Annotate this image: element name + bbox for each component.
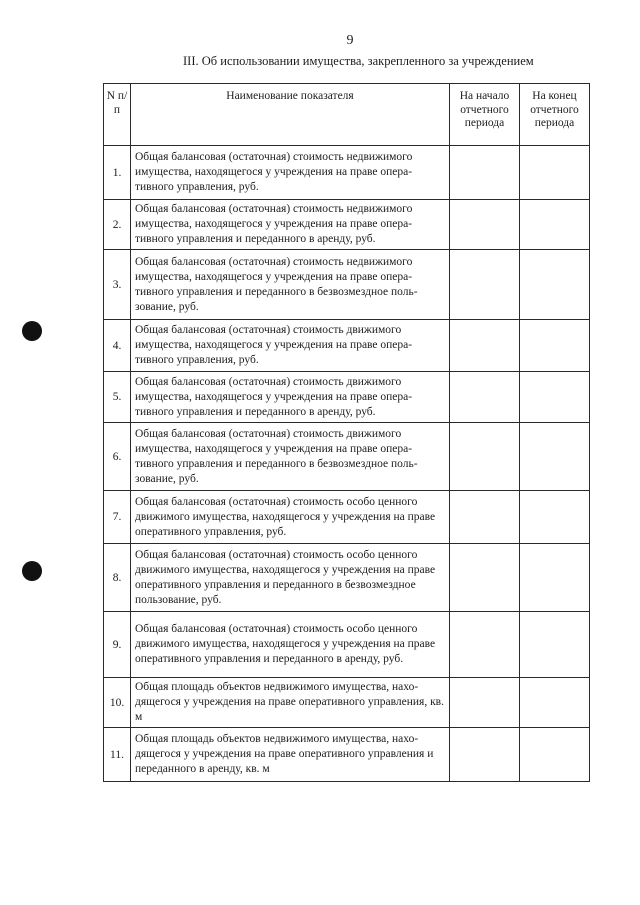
value-period-end[interactable] — [520, 544, 590, 612]
table-row — [104, 320, 590, 372]
table-row — [104, 146, 590, 200]
value-period-end[interactable] — [520, 678, 590, 728]
binder-hole — [22, 561, 42, 581]
indicator-name: Общая балансовая (остаточная) стоимость движимого имущества, находящегося у учреждения на праве оперативного управления, руб. — [131, 320, 450, 372]
value-period-start[interactable] — [450, 544, 520, 612]
binder-hole — [22, 321, 42, 341]
value-period-start[interactable] — [450, 423, 520, 491]
value-period-end[interactable] — [520, 372, 590, 423]
row-number: 2. — [104, 200, 131, 250]
value-period-start[interactable] — [450, 728, 520, 782]
indicator-name: Общая балансовая (остаточная) стоимость движимого имущества, находящегося у учреждения на праве оперативного управления и переданного в аренду, руб. — [131, 372, 450, 423]
table-header-row — [104, 84, 590, 146]
header-period-start: На начало отчетного периода — [450, 84, 520, 146]
indicator-name: Общая балансовая (остаточная) стоимость движимого имущества, находящегося у учреждения на праве оперативного управления и переданного в безвозмездное пользование, руб. — [131, 423, 450, 491]
indicator-name: Общая площадь объектов недвижимого имущества, находящегося у учреждения на праве оперативного управления и переданного в аренду, кв. м — [131, 728, 450, 782]
value-period-start[interactable] — [450, 146, 520, 200]
table-row — [104, 678, 590, 728]
value-period-end[interactable] — [520, 320, 590, 372]
row-number: 5. — [104, 372, 131, 423]
value-period-start[interactable] — [450, 250, 520, 320]
row-number: 7. — [104, 491, 131, 544]
value-period-end[interactable] — [520, 146, 590, 200]
value-period-start[interactable] — [450, 612, 520, 678]
value-period-end[interactable] — [520, 612, 590, 678]
value-period-end[interactable] — [520, 250, 590, 320]
row-number: 6. — [104, 423, 131, 491]
row-number: 4. — [104, 320, 131, 372]
value-period-end[interactable] — [520, 491, 590, 544]
table-row — [104, 372, 590, 423]
indicator-name: Общая балансовая (остаточная) стоимость недвижимого имущества, находящегося у учреждения на праве оперативного управления, руб. — [131, 146, 450, 200]
value-period-start[interactable] — [450, 320, 520, 372]
indicator-name: Общая балансовая (остаточная) стоимость недвижимого имущества, находящегося у учреждения на праве оперативного управления и переданного в аренду, руб. — [131, 200, 450, 250]
table-row — [104, 544, 590, 612]
table-row — [104, 423, 590, 491]
row-number: 1. — [104, 146, 131, 200]
value-period-end[interactable] — [520, 423, 590, 491]
property-usage-table — [103, 83, 590, 782]
row-number: 11. — [104, 728, 131, 782]
value-period-end[interactable] — [520, 200, 590, 250]
value-period-end[interactable] — [520, 728, 590, 782]
header-indicator-name: Наименование показателя — [131, 84, 450, 146]
value-period-start[interactable] — [450, 678, 520, 728]
indicator-name: Общая балансовая (остаточная) стоимость особо ценного движимого имущества, находящегося у учреждения на праве оперативного управления и переданного в аренду, руб. — [131, 612, 450, 678]
indicator-name: Общая балансовая (остаточная) стоимость недвижимого имущества, находящегося у учреждения на праве оперативного управления и переданного в безвозмездное пользование, руб. — [131, 250, 450, 320]
table-row — [104, 728, 590, 782]
page-number: 9 — [346, 33, 354, 48]
value-period-start[interactable] — [450, 372, 520, 423]
table-row — [104, 250, 590, 320]
table-row — [104, 491, 590, 544]
header-period-end: На конец отчетного периода — [520, 84, 590, 146]
section-title: III. Об использовании имущества, закрепленного за учреждением — [183, 54, 534, 68]
row-number: 8. — [104, 544, 131, 612]
indicator-name: Общая площадь объектов недвижимого имущества, находящегося у учреждения на праве оперативного управления, кв. м — [131, 678, 450, 728]
value-period-start[interactable] — [450, 200, 520, 250]
header-num: N п/п — [104, 84, 131, 146]
row-number: 9. — [104, 612, 131, 678]
indicator-name: Общая балансовая (остаточная) стоимость особо ценного движимого имущества, находящегося у учреждения на праве оперативного управления и переданного в безвозмездное пользование, руб. — [131, 544, 450, 612]
table-row — [104, 200, 590, 250]
row-number: 3. — [104, 250, 131, 320]
table-row — [104, 612, 590, 678]
row-number: 10. — [104, 678, 131, 728]
indicator-name: Общая балансовая (остаточная) стоимость особо ценного движимого имущества, находящегося у учреждения на праве оперативного управления, руб. — [131, 491, 450, 544]
value-period-start[interactable] — [450, 491, 520, 544]
